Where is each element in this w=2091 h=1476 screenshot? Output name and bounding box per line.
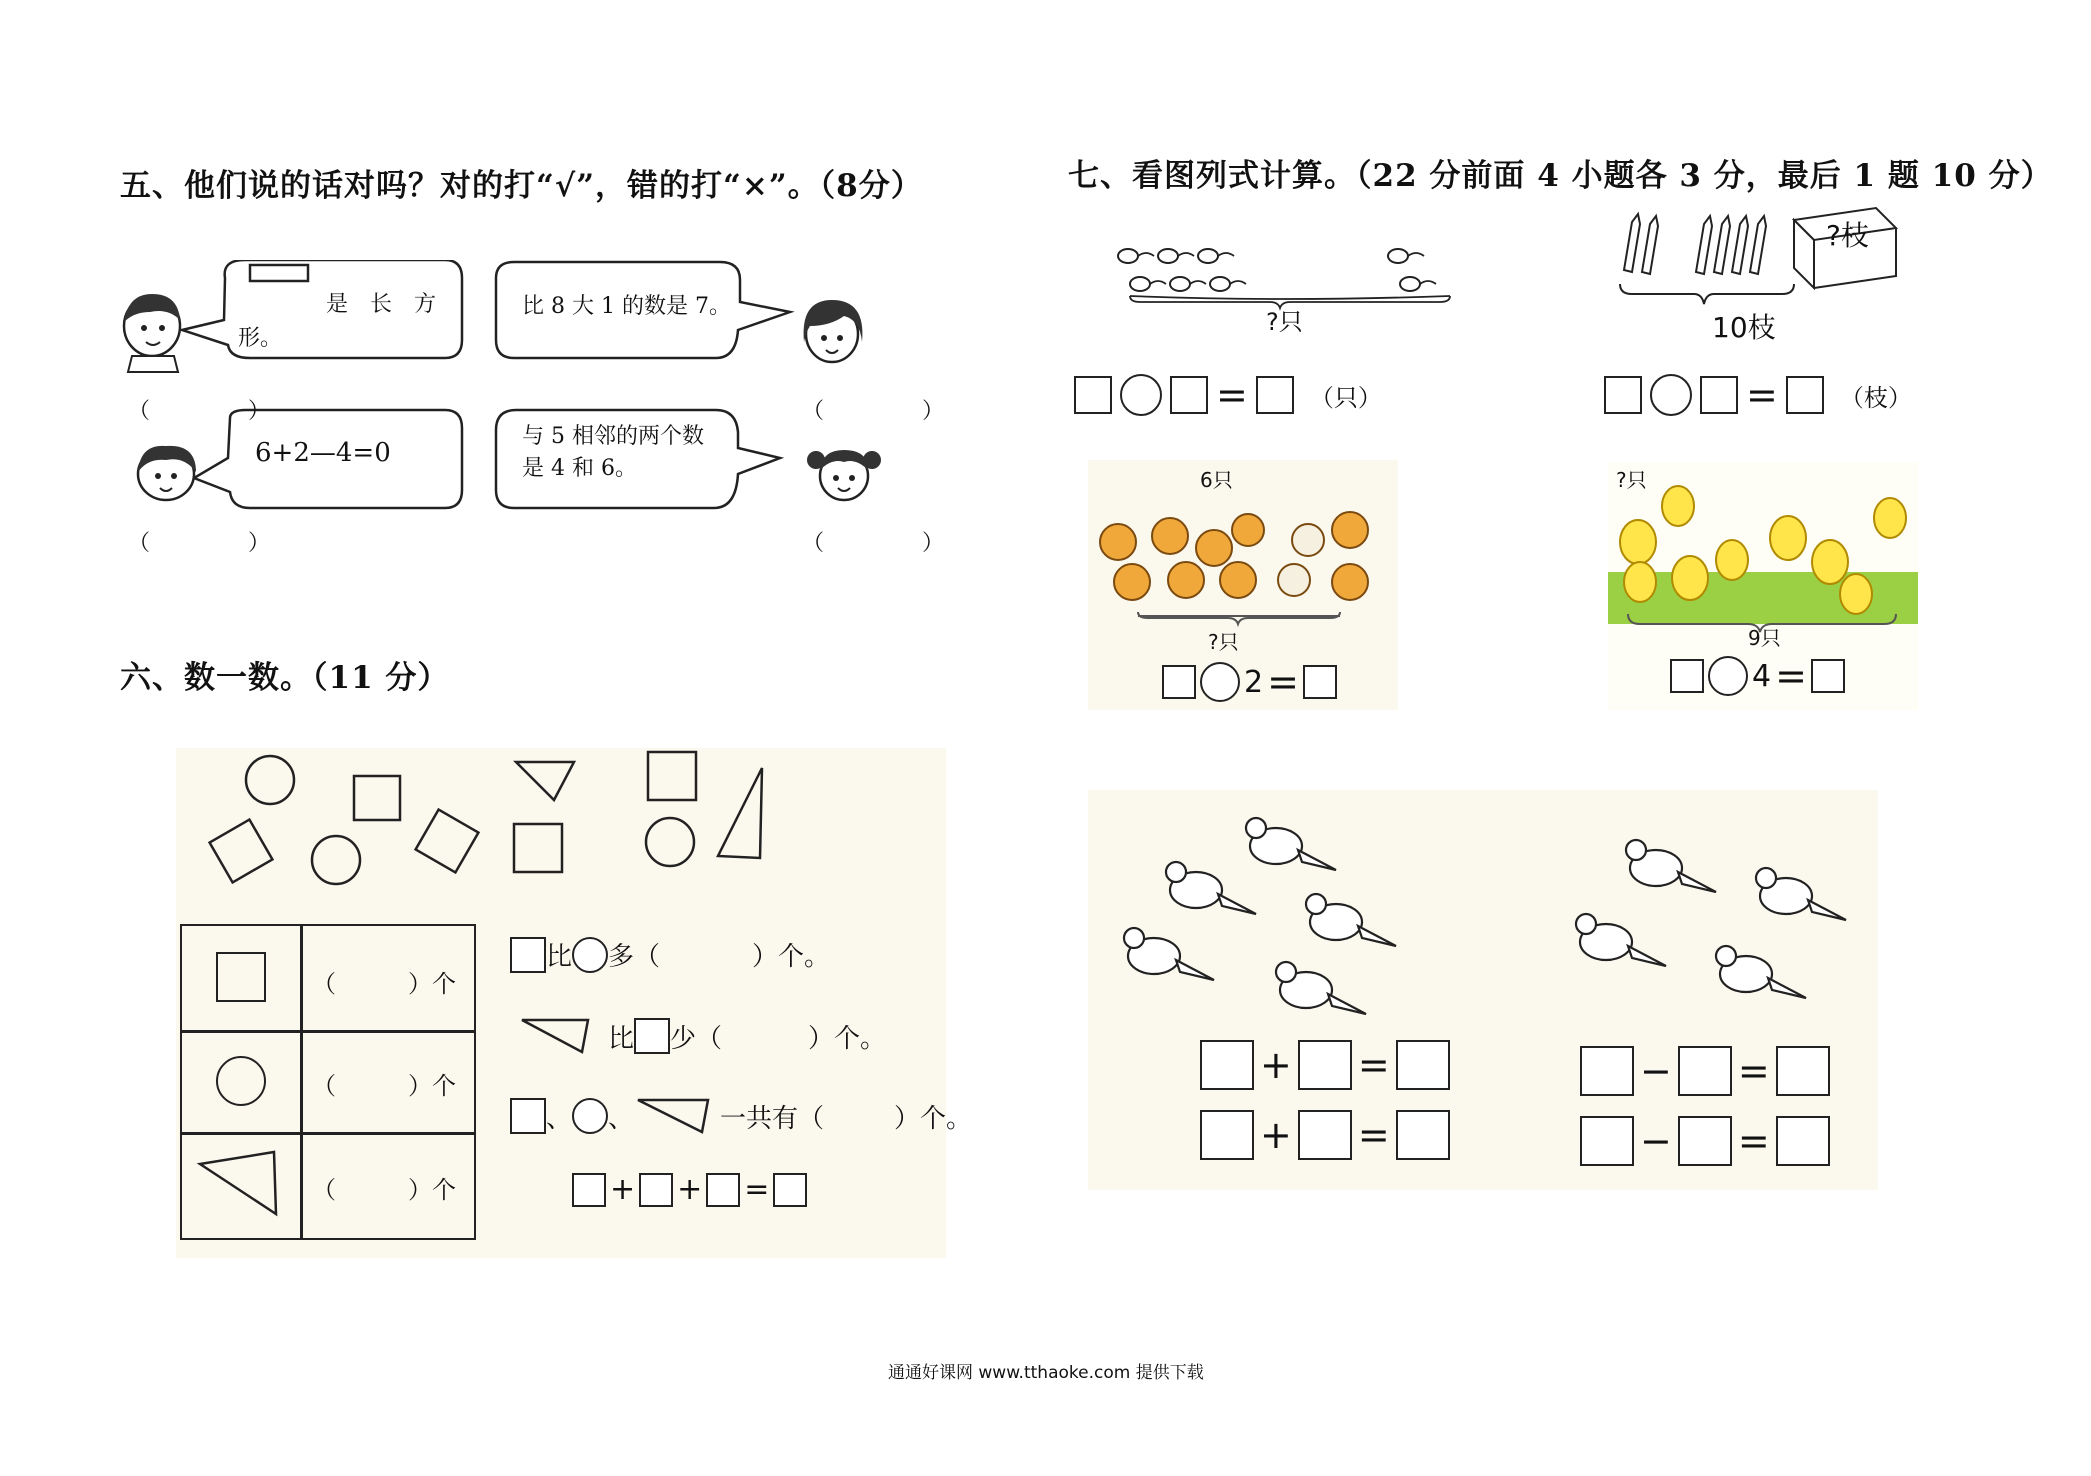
snail-illustration xyxy=(1088,500,1398,630)
circle-shape-icon xyxy=(312,836,360,884)
operator-circle[interactable] xyxy=(1650,374,1692,416)
answer-box[interactable] xyxy=(1200,1040,1254,1090)
chick-equation: 4 = xyxy=(1670,656,1845,696)
triangle-icon xyxy=(634,1094,716,1138)
boy-avatar-2 xyxy=(138,446,196,500)
scattered-shapes xyxy=(176,748,796,898)
answer-box[interactable] xyxy=(1256,376,1294,414)
answer-blank-1[interactable]: （ ） xyxy=(128,399,289,424)
triangle-shape-icon xyxy=(718,768,762,858)
answer-box[interactable] xyxy=(1811,659,1845,693)
answer-box[interactable] xyxy=(1298,1110,1352,1160)
answer-box[interactable] xyxy=(1604,376,1642,414)
section5-title: 五、他们说的话对吗？对的打“√”，错的打“×”。（8分） xyxy=(120,168,923,204)
square-icon xyxy=(634,1018,670,1054)
chick-top-label: ?只 xyxy=(1616,468,1647,492)
circle-icon xyxy=(572,1098,608,1134)
snail-top-label: 6只 xyxy=(1200,468,1233,492)
answer-blank-2[interactable]: （ ） xyxy=(802,399,963,424)
question-triangle-less-square: 比 少（ ）个。 xyxy=(518,1014,886,1058)
birds-illustration xyxy=(1088,790,1878,1020)
answer-box[interactable] xyxy=(1580,1116,1634,1166)
square-icon xyxy=(510,937,546,973)
answer-box[interactable] xyxy=(1786,376,1824,414)
answer-box[interactable] xyxy=(1776,1116,1830,1166)
answer-box[interactable] xyxy=(1200,1110,1254,1160)
answer-box[interactable] xyxy=(706,1173,740,1207)
tadpole-equation: = （只） xyxy=(1074,374,1382,416)
answer-box[interactable] xyxy=(1303,665,1337,699)
question-total-shapes: 、 、 一共有（ ）个。 xyxy=(510,1094,972,1138)
answer-box[interactable] xyxy=(1700,376,1738,414)
triangle-shape-icon xyxy=(516,762,574,800)
answer-box[interactable] xyxy=(1298,1040,1352,1090)
bird-addition-equation-1: + = xyxy=(1200,1040,1450,1090)
rectangle-shape-icon xyxy=(250,265,308,281)
answer-box[interactable] xyxy=(1162,665,1196,699)
section6-title: 六、数一数。（11 分） xyxy=(120,660,450,696)
bubble1-text-a: 是 长 方 xyxy=(326,292,437,317)
square-icon xyxy=(510,1098,546,1134)
footer-credit: 通通好课网 www.tthaoke.com 提供下载 xyxy=(888,1363,1204,1383)
square-row-icon xyxy=(216,952,266,1002)
answer-box[interactable] xyxy=(572,1173,606,1207)
answer-box[interactable] xyxy=(1170,376,1208,414)
count-table xyxy=(180,924,476,1240)
bubble1-text-b: 形。 xyxy=(238,326,283,351)
tadpole-total-label: ?只 xyxy=(1266,308,1303,336)
girl-avatar-1 xyxy=(804,300,863,362)
answer-box[interactable] xyxy=(1670,659,1704,693)
answer-box[interactable] xyxy=(1396,1110,1450,1160)
count-triangle-blank[interactable]: （ ）个 xyxy=(312,1176,456,1204)
section7-title: 七、看图列式计算。（22 分前面 4 小题各 3 分，最后 1 题 10 分） xyxy=(1068,158,2053,194)
girl-avatar-2 xyxy=(807,450,881,500)
pencil-equation: = （枝） xyxy=(1604,374,1912,416)
answer-box[interactable] xyxy=(1074,376,1112,414)
circle-icon xyxy=(572,937,608,973)
pencil-total-label: 10枝 xyxy=(1712,311,1776,344)
circle-shape-icon xyxy=(246,756,294,804)
count-square-blank[interactable]: （ ）个 xyxy=(312,970,456,998)
answer-box[interactable] xyxy=(1396,1040,1450,1090)
boy-avatar-1 xyxy=(124,294,180,372)
triangle-row-icon xyxy=(196,1142,296,1222)
answer-blank-3[interactable]: （ ） xyxy=(128,531,289,556)
question-square-more-circle: 比 多（ ）个。 xyxy=(510,936,830,973)
square-shape-icon xyxy=(416,810,479,873)
bubble2-text: 比 8 大 1 的数是 7。 xyxy=(522,294,731,319)
answer-box[interactable] xyxy=(1678,1046,1732,1096)
answer-box[interactable] xyxy=(1776,1046,1830,1096)
snail-bottom-label: ?只 xyxy=(1208,630,1239,654)
operator-circle[interactable] xyxy=(1708,656,1748,696)
count-circle-blank[interactable]: （ ）个 xyxy=(312,1072,456,1100)
bubble4-text-b: 是 4 和 6。 xyxy=(522,456,637,481)
question-sum-equation: + + = xyxy=(572,1172,807,1207)
snail-equation: 2 = xyxy=(1162,662,1337,702)
triangle-icon xyxy=(518,1014,598,1058)
answer-box[interactable] xyxy=(1678,1116,1732,1166)
operator-circle[interactable] xyxy=(1120,374,1162,416)
circle-row-icon xyxy=(216,1056,266,1106)
answer-box[interactable] xyxy=(773,1173,807,1207)
square-shape-icon xyxy=(210,820,273,883)
circle-shape-icon xyxy=(646,818,694,866)
operator-circle[interactable] xyxy=(1200,662,1240,702)
answer-blank-4[interactable]: （ ） xyxy=(802,531,963,556)
bird-subtraction-equation-2: − = xyxy=(1580,1116,1830,1166)
answer-box[interactable] xyxy=(1580,1046,1634,1096)
square-shape-icon xyxy=(514,824,562,872)
square-shape-icon xyxy=(354,776,400,820)
square-shape-icon xyxy=(648,752,696,800)
bird-addition-equation-2: + = xyxy=(1200,1110,1450,1160)
bubble3-text: 6+2—4=0 xyxy=(255,438,391,468)
pencil-box-label: ?枝 xyxy=(1826,219,1869,252)
bird-subtraction-equation-1: − = xyxy=(1580,1046,1830,1096)
bubble4-text-a: 与 5 相邻的两个数 xyxy=(522,424,704,449)
answer-box[interactable] xyxy=(639,1173,673,1207)
chick-bottom-label: 9只 xyxy=(1748,626,1781,650)
